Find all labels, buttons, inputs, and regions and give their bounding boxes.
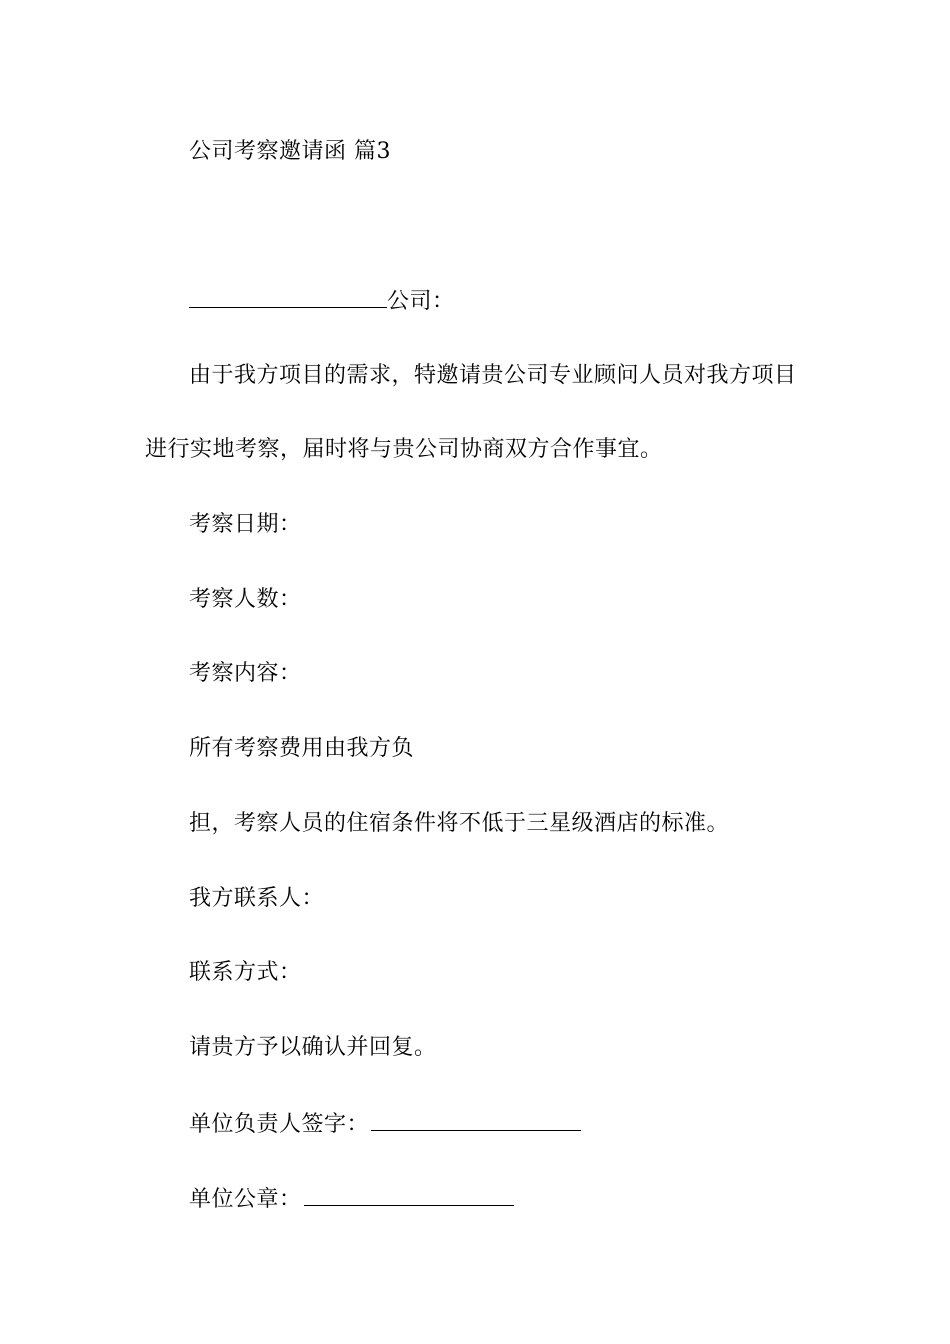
document-title: 公司考察邀请函 篇3 [189, 139, 391, 164]
recipient-line [189, 285, 455, 317]
signature-label: 单位负责人签字： [189, 1112, 370, 1137]
body-paragraph-line-2: 进行实地考察，届时将与贵公司协商双方合作事宜。 [145, 437, 663, 462]
seal-blank [304, 1183, 514, 1206]
signature-line [189, 1108, 581, 1140]
recipient-suffix: 公司： [387, 289, 455, 314]
seal-label: 单位公章： [189, 1187, 302, 1212]
body-paragraph-line-1: 由于我方项目的需求，特邀请贵公司专业顾问人员对我方项目 [189, 363, 797, 388]
seal-line [189, 1183, 514, 1215]
company-name-blank [189, 285, 387, 308]
contact-person-label: 我方联系人： [189, 886, 325, 911]
expense-line-1: 所有考察费用由我方负 [189, 736, 415, 761]
field-count-label: 考察人数： [189, 587, 302, 612]
confirm-request-text: 请贵方予以确认并回复。 [189, 1035, 437, 1060]
field-date-label: 考察日期： [189, 512, 302, 537]
field-content-label: 考察内容： [189, 661, 302, 686]
expense-line-2: 担，考察人员的住宿条件将不低于三星级酒店的标准。 [189, 811, 730, 836]
signature-blank [371, 1108, 581, 1131]
contact-method-label: 联系方式： [189, 960, 302, 985]
